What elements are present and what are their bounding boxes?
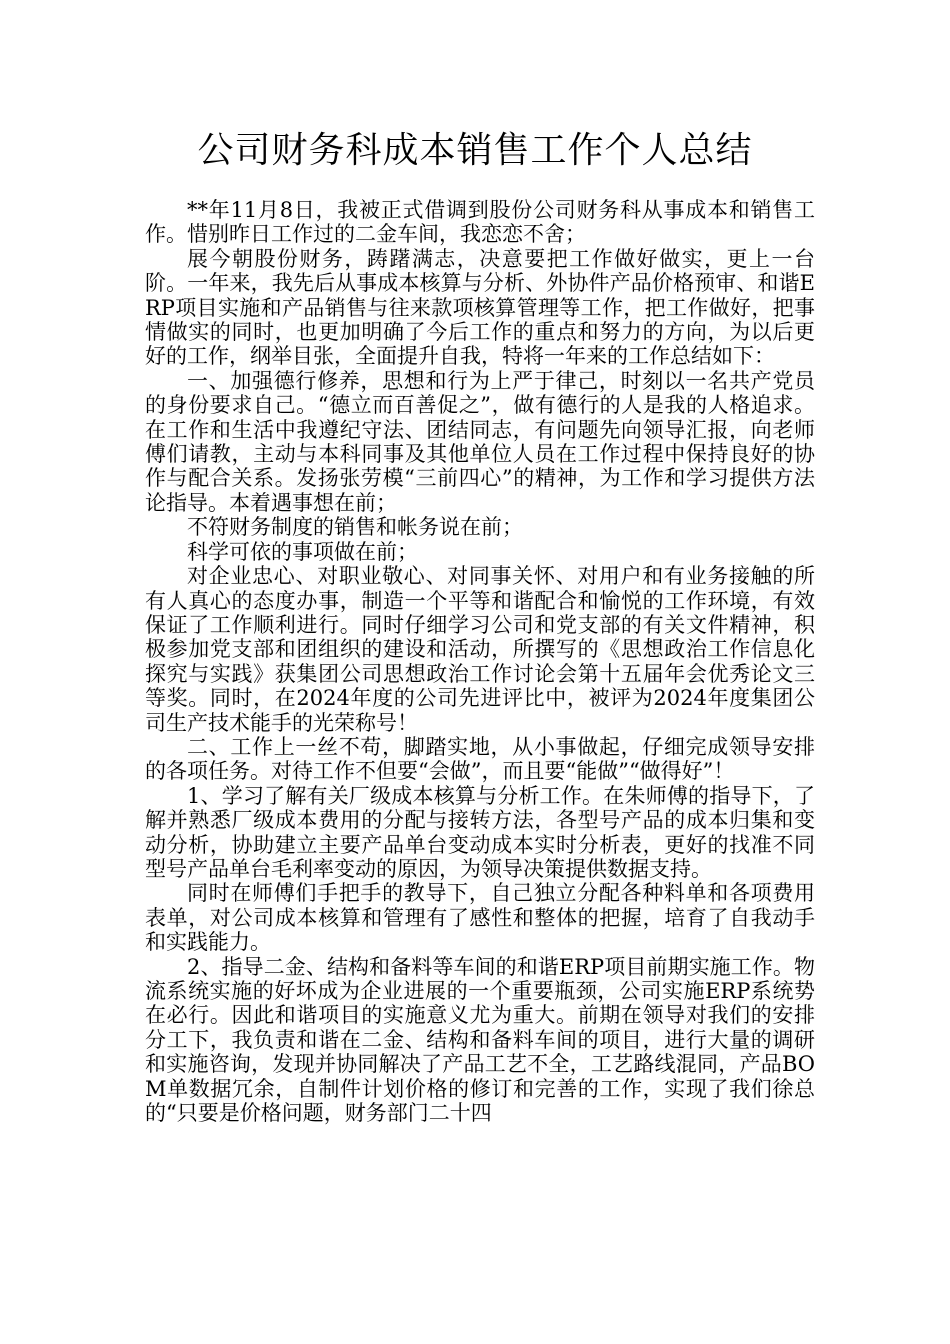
paragraph: 对企业忠心、对职业敬心、对同事关怀、对用户和有业务接触的所有人真心的态度办事，制造一个平等和谐配合和愉悦的工作环境，有效保证了工作顺利进行。同时仔细学习公司和党支部的有关文件精神，积极参加党支部和团组织的建设和活动，所撰写的《思想政治工作信息化探究与实践》获集团公司思想政治工作讨论会第十五届年会优秀论文三等奖。同时，在2024年度的公司先进评比中，被评为2024年度集团公司生产技术能手的光荣称号！ xyxy=(145,564,815,735)
document-title: 公司财务科成本销售工作个人总结 xyxy=(197,130,753,171)
paragraph: 1、学习了解有关厂级成本核算与分析工作。在朱师傅的指导下，了解并熟悉厂级成本费用的分配与接转方法，各型号产品的成本归集和变动分析，协助建立主要产品单台变动成本实时分析表，更好的找准不同型号产品单台毛利率变动的原因，为领导决策提供数据支持。 xyxy=(145,783,815,881)
paragraph: 一、加强德行修养，思想和行为上严于律己，时刻以一名共产党员的身份要求自己。“德立而百善促之”，做有德行的人是我的人格追求。在工作和生活中我遵纪守法、团结同志，有问题先向领导汇报，向老师傅们请教，主动与本科同事及其他单位人员在工作过程中保持良好的协作与配合关系。发扬张劳模“三前四心”的精神，为工作和学习提供方法论指导。本着遇事想在前； xyxy=(145,368,815,515)
paragraph: 科学可依的事项做在前； xyxy=(187,539,418,564)
paragraph: 同时在师傅们手把手的教导下，自己独立分配各种料单和各项费用表单，对公司成本核算和管理有了感性和整体的把握，培育了自我动手和实践能力。 xyxy=(145,881,815,955)
paragraph: 展今朝股份财务，踌躇满志，决意要把工作做好做实，更上一台阶。一年来，我先后从事成本核算与分析、外协件产品价格预审、和谐ERP项目实施和产品销售与往来款项核算管理等工作，把工作做好，把事情做实的同时，也更加明确了今后工作的重点和努力的方向，为以后更好的工作，纲举目张，全面提升自我，特将一年来的工作总结如下： xyxy=(145,246,815,369)
paragraph: **年11月8日，我被正式借调到股份公司财务科从事成本和销售工作。惜别昨日工作过的二金车间，我恋恋不舍； xyxy=(145,198,815,247)
paragraph: 二、工作上一丝不苟，脚踏实地，从小事做起，仔细完成领导安排的各项任务。对待工作不但要“会做”，而且要“能做”“做得好”！ xyxy=(145,734,815,784)
paragraph: 不符财务制度的销售和帐务说在前； xyxy=(187,515,523,540)
document-body xyxy=(145,198,815,1125)
paragraph: 2、指导二金、结构和备料等车间的和谐ERP项目前期实施工作。物流系统实施的好坏成为企业进展的一个重要瓶颈，公司实施ERP系统势在必行。因此和谐项目的实施意义尤为重大。前期在领导对我们的安排分工下，我负责和谐在二金、结构和备料车间的项目，进行大量的调研和实施咨询，发现并协同解决了产品工艺不全，工艺路线混同，产品BOM单数据冗余，自制件计划价格的修订和完善的工作，实现了我们徐总的“只要是价格问题，财务部门二十四 xyxy=(145,954,815,1126)
